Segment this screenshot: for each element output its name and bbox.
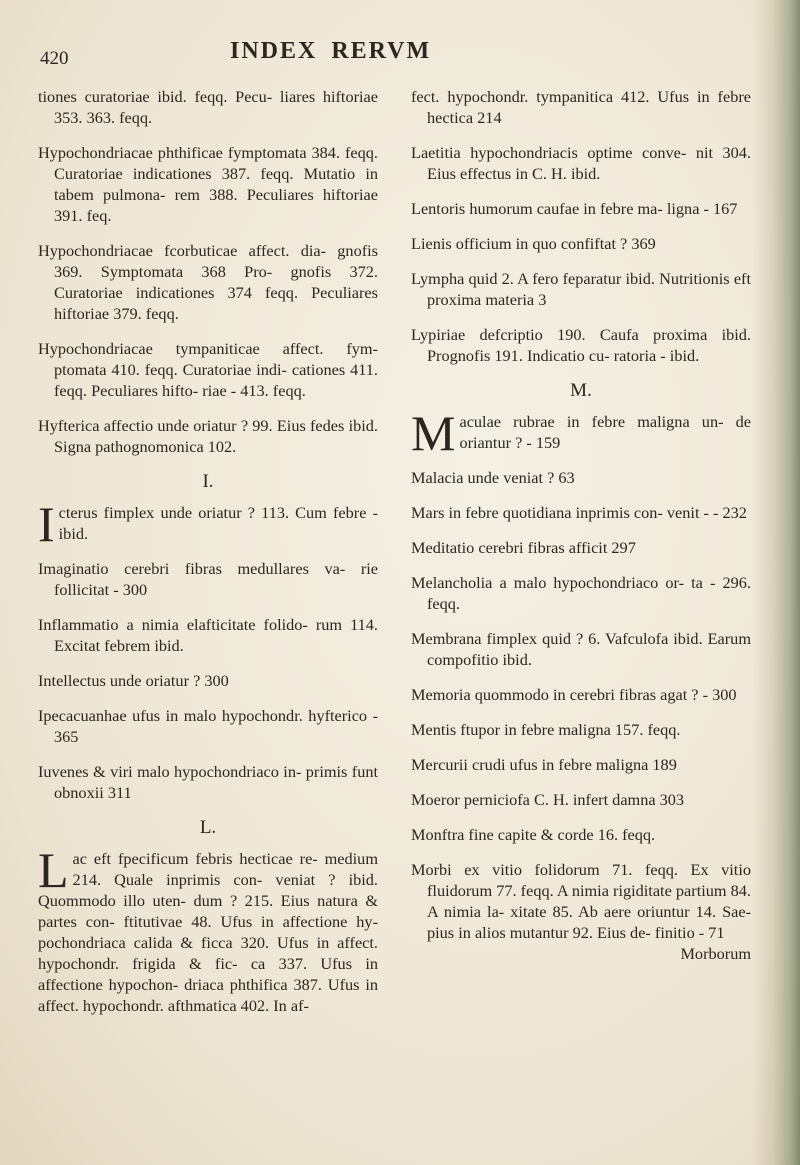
drop-cap-i: I: [38, 496, 55, 552]
index-entry: Imaginatio cerebri fibras medullares va- rie follicitat - 300: [38, 559, 378, 599]
index-entry: Ipecacuanhae ufus in malo hypochondr. hyfterico - 365: [38, 706, 378, 746]
index-entry: Iuvenes & viri malo hypochondriaco in- primis funt obnoxii 311: [38, 762, 378, 802]
index-entry: tiones curatoriae ibid. feqq. Pecu- liares hiftoriae 353. 363. feqq.: [38, 87, 378, 127]
index-entry: Hyfterica affectio unde oriatur ? 99. Eius fedes ibid. Signa pathognomonica 102.: [38, 416, 378, 456]
catchword: Morborum: [680, 944, 751, 963]
index-entry: Mercurii crudi ufus in febre maligna 189: [411, 755, 677, 774]
section-letter-l: L.: [199, 817, 217, 838]
index-entry: Inflammatio a nimia elafticitate folido- rum 114. Excitat febrem ibid.: [38, 615, 378, 655]
page-edge-shadow: [752, 0, 800, 1165]
running-title: INDEX RERVM: [230, 38, 432, 64]
index-entry: Laetitia hypochondriacis optime conve- nit 304. Eius effectus in C. H. ibid.: [411, 143, 751, 183]
index-entry: Lienis officium in quo confiftat ? 369: [411, 234, 656, 253]
index-entry: fect. hypochondr. tympanitica 412. Ufus in febre hectica 214: [411, 87, 751, 127]
index-entry: Lympha quid 2. A fero feparatur ibid. Nutritionis eft proxima materia 3: [411, 269, 751, 309]
index-entry: Mars in febre quotidiana inprimis con- venit - - 232: [411, 503, 747, 522]
index-entry: Meditatio cerebri fibras afficit 297: [411, 538, 636, 557]
section-letter-m: M.: [570, 380, 592, 401]
index-entry-drop-cap: [38, 842, 378, 1016]
drop-cap-l: L: [38, 842, 69, 898]
index-entry: Morbi ex vitio folidorum 71. feqq. Ex vitio fluidorum 77. feqq. A nimia rigiditate partium 84. A nimia la- xitate 85. Ab aere oriuntur 14. Sae- pius in alios mutantur 92. Eius de- finitio - 71: [411, 860, 751, 942]
index-entry: Moeror perniciofa C. H. infert damna 303: [411, 790, 685, 809]
page-number: 420: [40, 48, 69, 69]
index-entry: Monftra fine capite & corde 16. feqq.: [411, 825, 656, 844]
drop-cap-m: M: [411, 405, 456, 461]
section-letter-i: I.: [202, 471, 214, 492]
index-entry: Melancholia a malo hypochondriaco or- ta - 296. feqq.: [411, 573, 751, 613]
entry-text: aculae rubrae in febre maligna un- de oriantur ? - 159: [459, 412, 751, 452]
index-entry: Hypochondriacae fcorbuticae affect. dia- gnofis 369. Symptomata 368 Pro- gnofis 372. Curatoriae indicationes 374 feqq. Peculiares hiftoriae 379. feqq.: [38, 241, 378, 323]
left-column: [38, 86, 378, 1030]
index-entry-drop-cap: [411, 405, 751, 461]
index-entry: Lypiriae defcriptio 190. Caufa proxima ibid. Prognofis 191. Indicatio cu- ratoria - ibid.: [411, 325, 751, 365]
index-entry: Malacia unde veniat ? 63: [411, 468, 575, 487]
entry-text: ac eft fpecificum febris hecticae re- medium 214. Quale inprimis con- veniat ? ibid. Quommodo illo uten- dum ? 215. Eius natura & partes con- ftitutivae 48. Ufus in affectione hy- pochondriaca calida & ficca 320. Ufus in affect. hypochondr. frigida & fic- ca 337. Ufus in affectione hypochon- driaca phthifica 387. Ufus in affect. hypochondr. afthmatica 402. In af-: [38, 849, 378, 1015]
index-entry: Hypochondriacae phthificae fymptomata 384. feqq. Curatoriae indicationes 387. feqq. Mutatio in tabem pulmona- rem 388. Peculiares hiftoriae 391. feq.: [38, 143, 378, 225]
index-entry: Mentis ftupor in febre maligna 157. feqq.: [411, 720, 681, 739]
index-entry: Memoria quommodo in cerebri fibras agat ? - 300: [411, 685, 737, 704]
index-entry-drop-cap: [38, 496, 378, 552]
right-column: [411, 86, 751, 964]
running-header: [40, 38, 660, 72]
index-entry: Membrana fimplex quid ? 6. Vafculofa ibid. Earum compofitio ibid.: [411, 629, 751, 669]
index-entry: Lentoris humorum caufae in febre ma- ligna - 167: [411, 199, 738, 218]
index-entry: Hypochondriacae tympaniticae affect. fym- ptomata 410. feqq. Curatoriae indi- cationes 411. feqq. Peculiares hifto- riae - 413. feqq.: [38, 339, 378, 400]
entry-text: cterus fimplex unde oriatur ? 113. Cum febre - ibid.: [58, 503, 378, 543]
index-entry: Intellectus unde oriatur ? 300: [38, 671, 229, 690]
